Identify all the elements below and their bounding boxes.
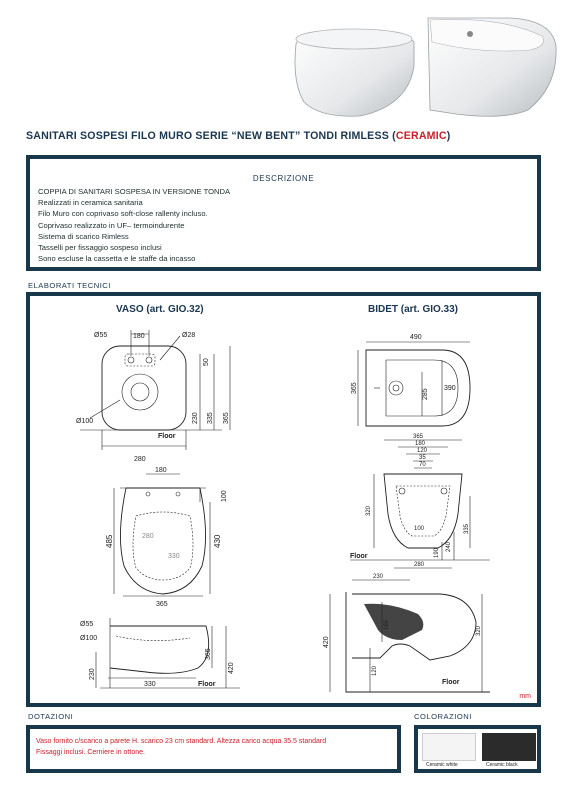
title-text: SANITARI SOSPESI FILO MURO SERIE “NEW BENT” TONDI RIMLESS ( [26, 130, 396, 142]
dim-text: 180 [415, 441, 426, 447]
bidet-title: BIDET (art. GIO.33) [368, 304, 459, 315]
description-box [26, 155, 541, 271]
technical-label: ELABORATI TECNICI [28, 281, 111, 290]
dim-text: 165 [384, 619, 390, 630]
list-item: Tasselli per fissaggio sospeso inclusi [38, 243, 162, 253]
floor-label: Floor [350, 553, 368, 560]
dim-text: 330 [144, 681, 156, 688]
title-accent: CERAMIC [395, 130, 447, 142]
dotazioni-label: DOTAZIONI [28, 712, 74, 721]
dim-text: 230 [373, 574, 384, 580]
title-end: ) [446, 130, 451, 142]
dim-text: 330 [168, 553, 180, 560]
vaso-side-view [80, 618, 240, 688]
bidet-top-view [351, 334, 470, 426]
dim-text: 180 [133, 333, 145, 340]
dim-text: 70 [419, 462, 426, 468]
dim-text: 365 [413, 434, 424, 440]
dim-text: Ø55 [94, 332, 108, 339]
dim-text: 430 [213, 534, 222, 548]
toilet-image [295, 29, 414, 116]
dim-text: 335 [464, 523, 470, 534]
dim-text: 280 [134, 456, 146, 463]
list-item: Sono escluse la cassetta e le staffe da incasso [38, 254, 196, 264]
technical-drawing [30, 296, 537, 703]
description-header: DESCRIZIONE [252, 174, 315, 183]
vaso-title: VASO (art. GIO.32) [116, 304, 204, 315]
dim-text: 50 [203, 358, 210, 366]
dim-text: 230 [192, 412, 199, 424]
bidet-image [428, 18, 556, 116]
dim-text: 490 [410, 334, 422, 341]
product-title [26, 130, 450, 142]
dim-text: 420 [323, 636, 330, 648]
dim-text: 240 [446, 541, 452, 552]
dim-text: 320 [366, 505, 372, 516]
list-item: Filo Muro con coprivaso soft-close rallenty incluso. [38, 209, 208, 219]
unit-label: mm [519, 693, 531, 700]
dim-text: 320 [476, 625, 482, 636]
dim-text: 180 [155, 467, 167, 474]
product-photo [290, 6, 562, 124]
swatch-label: Ceramic white [426, 762, 458, 768]
list-item: Coprivaso realizzato in UF– termoindurente [38, 220, 185, 230]
dotazioni-line: Vaso fornito c/scarico a parete H. scarico 23 cm standard. Altezza carico acqua 35.5 standard [36, 738, 327, 745]
dim-text: 285 [422, 388, 429, 400]
list-item: Sistema di scarico Rimless [38, 231, 129, 241]
dim-text: 100 [221, 490, 228, 502]
dim-text: 365 [223, 412, 230, 424]
floor-label: Floor [158, 433, 176, 440]
floor-label: Floor [198, 681, 216, 688]
dim-text: 35 [419, 455, 426, 461]
dim-text: 335 [207, 412, 214, 424]
bidet-front-view [350, 434, 490, 568]
swatch-label: Ceramic black [486, 762, 518, 768]
dim-text: 485 [105, 534, 114, 548]
floor-label: Floor [442, 679, 460, 686]
dim-text: 420 [228, 662, 235, 674]
dim-text: 365 [156, 601, 168, 608]
dim-text: 230 [89, 668, 96, 680]
dim-text: 390 [444, 385, 456, 392]
list-item: Realizzati in ceramica sanitaria [38, 198, 143, 208]
dim-text: 190 [434, 547, 440, 558]
dim-text: Ø100 [76, 418, 94, 425]
dotazioni-line: Fissaggi inclusi. Cerniere in ottone. [36, 749, 145, 756]
dim-text: 120 [417, 448, 428, 454]
technical-drawings-box [26, 292, 541, 707]
bidet-side-section [323, 574, 490, 692]
dim-text: 365 [351, 382, 358, 394]
dim-text: 365 [205, 648, 212, 660]
dim-text: Ø28 [182, 332, 196, 339]
list-item: COPPIA DI SANITARI SOSPESA IN VERSIONE TONDA [38, 187, 231, 196]
dim-text: Ø100 [80, 635, 98, 642]
dim-text: 280 [142, 533, 154, 540]
swatch-black[interactable] [482, 733, 536, 761]
swatch-white[interactable] [422, 733, 476, 761]
dim-text: Ø55 [80, 621, 94, 628]
colorazioni-box [414, 725, 541, 773]
dim-text: 100 [414, 526, 425, 532]
dotazioni-box [26, 725, 401, 773]
vaso-top-view [76, 330, 230, 463]
colorazioni-label: COLORAZIONI [414, 712, 472, 721]
description-list [38, 186, 230, 264]
dim-text: 280 [414, 562, 425, 568]
vaso-plan-view [105, 467, 228, 608]
dim-text: 120 [372, 665, 378, 676]
